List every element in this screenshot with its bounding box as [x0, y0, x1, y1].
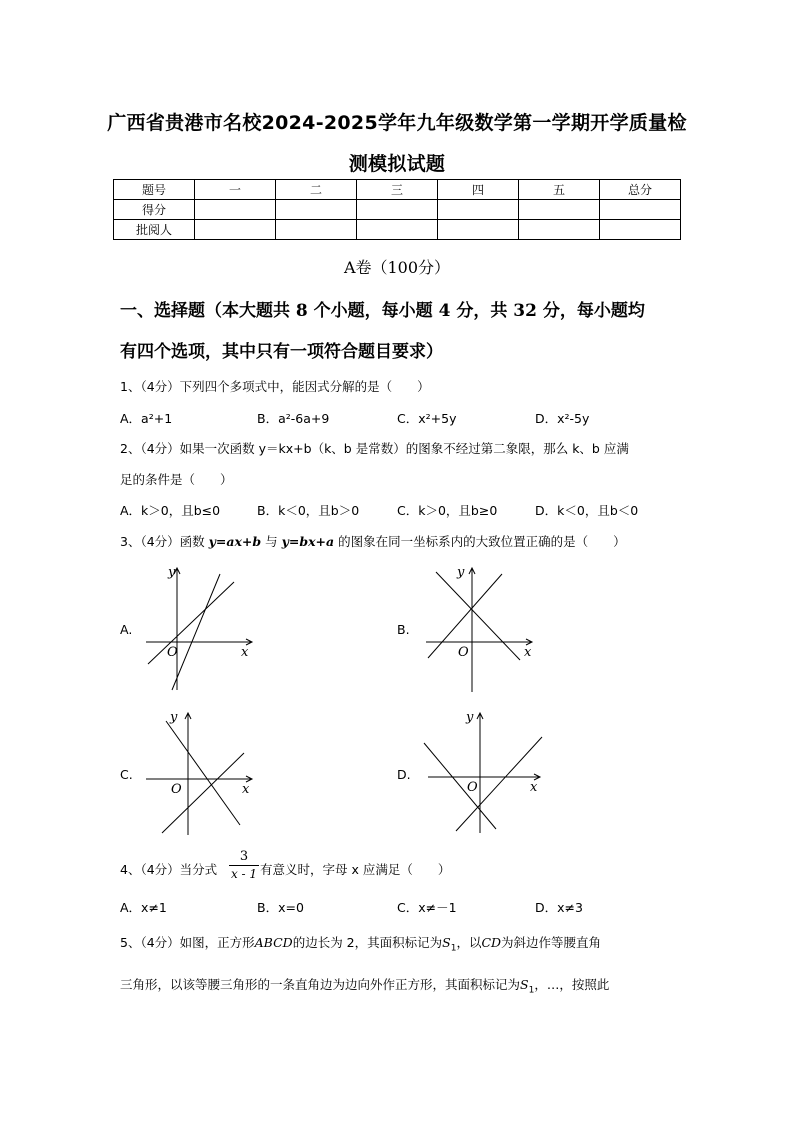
- question-1-stem: 1、（4分）下列四个多项式中，能因式分解的是（ ）: [120, 379, 430, 394]
- question-3-stem: [120, 532, 680, 550]
- document-title-line2: 测模拟试题: [348, 153, 446, 175]
- q1-option-b[interactable]: B．a²-6a+9: [257, 411, 330, 426]
- blank-cell[interactable]: [357, 220, 438, 240]
- y-label: y: [170, 710, 178, 725]
- x-label: x: [241, 645, 249, 660]
- origin-label: O: [167, 645, 178, 660]
- blank-cell[interactable]: [438, 220, 519, 240]
- q1-option-d[interactable]: D．x²-5y: [535, 411, 590, 426]
- q3-stem-suffix: 的图象在同一坐标系内的大致位置正确的是（ ）: [334, 534, 626, 549]
- y-label: y: [466, 710, 474, 725]
- q5-s2-sub: 1: [528, 985, 535, 996]
- reviewer-row: [114, 220, 681, 240]
- y-label: y: [457, 565, 465, 580]
- q3-label-a[interactable]: A.: [120, 622, 133, 637]
- q5-s1-sub: 1: [450, 943, 457, 954]
- blank-cell[interactable]: [276, 220, 357, 240]
- q5-cd: CD: [481, 935, 502, 950]
- q3-graph-c[interactable]: [140, 705, 260, 840]
- line-1: [166, 721, 240, 825]
- question-2-stem-line2: 足的条件是（ ）: [120, 472, 233, 487]
- header-cell: 总分: [600, 180, 681, 200]
- row-label: 批阅人: [114, 220, 195, 240]
- q3-label-c[interactable]: C.: [120, 767, 133, 782]
- blank-cell[interactable]: [519, 200, 600, 220]
- document-title-line1: 广西省贵港市名校2024-2025学年九年级数学第一学期开学质量检: [107, 112, 687, 134]
- x-label: x: [524, 645, 532, 660]
- question-2-stem-line1: 2、（4分）如果一次函数 y＝kx+b（k、b 是常数）的图象不经过第二象限，那么 k、b 应满: [120, 441, 629, 456]
- blank-cell[interactable]: [600, 220, 681, 240]
- header-cell: 一: [195, 180, 276, 200]
- q1-option-a[interactable]: A．a²+1: [120, 411, 173, 426]
- q5-text-5: 三角形，以该等腰三角形的一条直角边为边向外作正方形，其面积标记为: [120, 977, 521, 992]
- q4-option-a[interactable]: A．x≠1: [120, 900, 167, 915]
- q5-s2: S: [520, 977, 529, 992]
- origin-label: O: [458, 645, 469, 660]
- blank-cell[interactable]: [276, 200, 357, 220]
- blank-cell[interactable]: [195, 220, 276, 240]
- line-2: [172, 574, 220, 690]
- q4-option-d[interactable]: D．x≠3: [535, 900, 583, 915]
- q5-text-1: 5、（4分）如图，正方形: [120, 935, 255, 950]
- question-4-stem-suffix: 有意义时，字母 x 应满足（ ）: [260, 862, 451, 877]
- origin-label: O: [467, 780, 478, 795]
- q3-label-d[interactable]: D.: [397, 767, 411, 782]
- q2-option-b[interactable]: B．k＜0，且b＞0: [257, 503, 360, 518]
- line-1: [148, 582, 234, 664]
- q3-label-b[interactable]: B.: [397, 622, 410, 637]
- question-5-line1: [120, 933, 680, 954]
- fraction-denominator: x - 1: [230, 867, 258, 881]
- q5-text-2: 的边长为 2，其面积标记为: [292, 935, 443, 950]
- blank-cell[interactable]: [195, 200, 276, 220]
- section-heading-line1: 一、选择题（本大题共 8 个小题，每小题 4 分，共 32 分，每小题均: [120, 301, 645, 321]
- q5-abcd: ABCD: [254, 935, 293, 950]
- blank-cell[interactable]: [519, 220, 600, 240]
- y-label: y: [168, 565, 176, 580]
- q5-s1: S: [442, 935, 451, 950]
- line-1: [436, 572, 520, 660]
- q3-graph-d[interactable]: [420, 705, 545, 840]
- q3-stem-prefix: 3、（4分）函数: [120, 534, 209, 549]
- score-table-header-row: [114, 180, 681, 200]
- q5-text-6: ，…，按照此: [534, 977, 610, 992]
- q5-text-3: ，以: [456, 935, 482, 950]
- paper-a-heading: A卷（100分）: [343, 258, 451, 277]
- question-4-stem-prefix: 4、（4分）当分式: [120, 862, 218, 877]
- q2-option-c[interactable]: C．k＞0，且b≥0: [397, 503, 498, 518]
- origin-label: O: [171, 782, 182, 797]
- header-cell: 五: [519, 180, 600, 200]
- header-cell: 四: [438, 180, 519, 200]
- blank-cell[interactable]: [438, 200, 519, 220]
- score-row: [114, 200, 681, 220]
- q4-fraction: [229, 849, 259, 882]
- fraction-numerator: 3: [239, 849, 249, 864]
- line-1: [424, 743, 496, 829]
- x-label: x: [242, 782, 250, 797]
- blank-cell[interactable]: [357, 200, 438, 220]
- q5-text-4: 为斜边作等腰直角: [501, 935, 602, 950]
- q2-option-d[interactable]: D．k＜0，且b＜0: [535, 503, 639, 518]
- section-heading-line2: 有四个选项，其中只有一项符合题目要求）: [120, 342, 443, 362]
- q1-option-c[interactable]: C．x²+5y: [397, 411, 457, 426]
- blank-cell[interactable]: [600, 200, 681, 220]
- q3-function-1: y=ax+b: [208, 534, 262, 549]
- x-label: x: [530, 780, 538, 795]
- q2-option-a[interactable]: A．k＞0，且b≤0: [120, 503, 221, 518]
- q3-function-2: y=bx+a: [281, 534, 335, 549]
- score-table: [113, 179, 681, 240]
- q3-graph-a[interactable]: [140, 560, 260, 695]
- q3-stem-mid: 与: [261, 534, 282, 549]
- q4-option-b[interactable]: B．x=0: [257, 900, 304, 915]
- row-label: 得分: [114, 200, 195, 220]
- header-cell: 三: [357, 180, 438, 200]
- q4-option-c[interactable]: C．x≠－1: [397, 900, 457, 915]
- header-cell: 二: [276, 180, 357, 200]
- header-cell: 题号: [114, 180, 195, 200]
- question-5-line2: [120, 975, 680, 996]
- q3-graph-b[interactable]: [420, 560, 545, 695]
